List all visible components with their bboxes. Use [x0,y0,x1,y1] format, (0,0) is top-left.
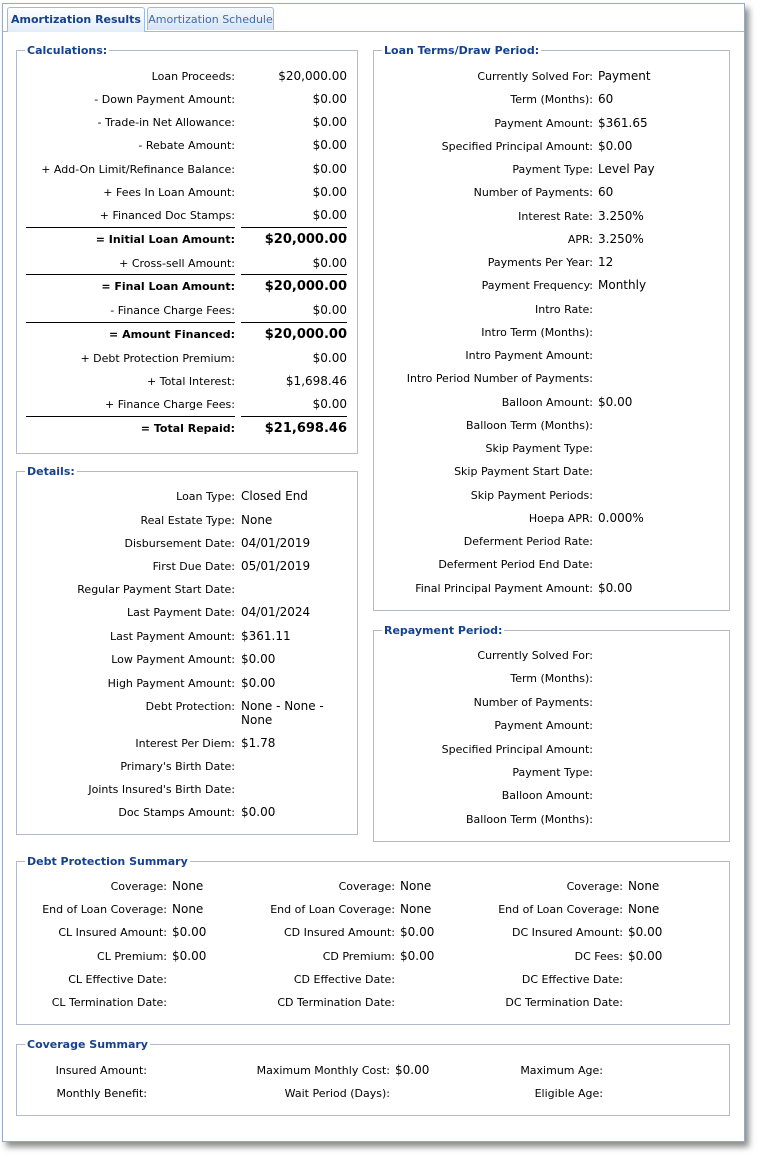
calc-label: = Final Loan Amount: [101,280,235,293]
calc-label: + Debt Protection Premium: [80,352,235,365]
details-value-continued: None [241,713,273,727]
loan-terms-value: $0.00 [598,138,633,153]
loan-terms-label: Intro Term (Months): [481,325,593,339]
calc-label: - Trade-in Net Allowance: [97,116,235,129]
debt-protection-label: CL Termination Date: [51,996,167,1009]
tab-bar [3,4,744,32]
debt-protection-value: $0.00 [628,948,663,963]
details-value: None [241,513,273,527]
repayment-label: Number of Payments: [473,695,593,709]
amortization-window [2,3,745,1142]
debt-protection-label: End of Loan Coverage: [270,903,395,917]
details-value: 04/01/2019 [241,536,311,550]
coverage-summary-panel [16,1038,730,1116]
debt-protection-value: None [172,879,204,893]
loan-terms-label: Payment Type: [512,163,593,176]
calc-value: $0.00 [312,162,347,176]
debt-protection-label: CD Effective Date: [293,972,395,986]
calc-value: $20,000.00 [278,69,347,83]
calc-divider [241,416,347,417]
calc-value: $1,698.46 [285,374,347,388]
calc-divider [241,227,347,228]
calc-label: - Down Payment Amount: [94,93,235,106]
details-label: Real Estate Type: [140,514,235,527]
debt-protection-label: Coverage: [110,880,167,893]
loan-terms-value: 0.000% [598,510,644,525]
debt-protection-label: CL Premium: [97,949,167,963]
loan-terms-label: Term (Months): [510,93,593,107]
calc-label: + Fees In Loan Amount: [103,186,235,199]
coverage-summary-value: $0.00 [395,1063,430,1077]
loan-terms-value: 60 [598,185,614,200]
details-value: $0.00 [241,652,276,666]
debt-protection-value: None [628,879,660,893]
loan-terms-label: Interest Rate: [518,209,593,223]
debt-protection-value: None [400,902,432,917]
calc-label: + Financed Doc Stamps: [99,209,235,222]
details-label: Loan Type: [176,490,235,503]
debt-protection-value: None [628,902,660,917]
debt-protection-label: Coverage: [566,880,623,893]
calc-value: $20,000.00 [264,232,347,247]
loan-terms-label: Payments Per Year: [487,256,593,269]
details-value: $0.00 [241,676,276,690]
debt-protection-label: End of Loan Coverage: [42,903,167,917]
loan-terms-label: Payment Frequency: [481,279,593,293]
details-label: Low Payment Amount: [111,653,235,666]
loan-terms-value: $0.00 [598,394,633,409]
calc-label: + Cross-sell Amount: [119,257,235,270]
repayment-label: Payment Amount: [494,719,593,733]
details-label: First Due Date: [152,560,235,573]
calc-value: $20,000.00 [264,279,347,294]
debt-protection-label: CD Insured Amount: [283,926,395,940]
calc-label: + Add-On Limit/Refinance Balance: [41,163,235,176]
details-value: None - None - [241,699,324,713]
details-value: 04/01/2024 [241,605,311,619]
calculations-title: Calculations: [27,44,108,57]
details-value: $0.00 [241,805,276,819]
loan-terms-label: Intro Period Number of Payments: [406,372,593,386]
coverage-summary-label: Insured Amount: [55,1064,147,1077]
debt-protection-value: $0.00 [400,925,435,940]
loan-terms-label: Balloon Term (Months): [466,418,593,432]
debt-protection-label: DC Fees: [574,949,623,963]
details-value: Closed End [241,489,308,503]
repayment-label: Balloon Amount: [501,789,593,803]
debt-protection-value: $0.00 [628,925,663,940]
loan-terms-label: Number of Payments: [473,186,593,200]
details-label: High Payment Amount: [107,677,235,690]
loan-terms-label: Deferment Period Rate: [463,535,593,548]
coverage-summary-label: Maximum Monthly Cost: [256,1064,390,1077]
details-label: Joints Insured's Birth Date: [88,783,235,796]
debt-protection-label: CL Effective Date: [68,972,167,986]
debt-protection-title: Debt Protection Summary [27,855,188,868]
coverage-summary-title: Coverage Summary [27,1038,148,1051]
loan-terms-label: Payment Amount: [494,116,593,130]
calc-label: - Rebate Amount: [138,139,235,152]
loan-terms-label: Skip Payment Type: [485,442,593,455]
loan-terms-value: Monthly [598,278,647,293]
calc-divider [241,274,347,275]
details-value: 05/01/2019 [241,559,311,573]
calc-label: + Total Interest: [147,375,235,388]
coverage-summary-label: Maximum Age: [520,1064,603,1077]
debt-protection-label: DC Effective Date: [521,972,623,986]
calc-label: = Total Repaid: [140,422,235,435]
debt-protection-value: None [400,879,432,893]
loan-terms-label: APR: [567,232,593,246]
loan-terms-label: Skip Payment Periods: [470,488,593,502]
calc-value: $21,698.46 [264,421,347,436]
calc-value: $0.00 [312,351,347,365]
debt-protection-value: $0.00 [172,948,207,963]
calc-value: $0.00 [312,185,347,199]
details-label: Primary's Birth Date: [120,760,235,773]
calc-label: Loan Proceeds: [151,70,235,83]
calc-value: $0.00 [312,115,347,129]
calc-divider [26,322,235,323]
calc-divider [26,416,235,417]
repayment-label: Payment Type: [512,766,593,779]
repayment-label: Balloon Term (Months): [466,812,593,826]
calc-value: $0.00 [312,92,347,106]
coverage-summary-label: Eligible Age: [534,1087,603,1100]
loan-terms-label: Hoepa APR: [528,511,593,525]
loan-terms-value: 3.250% [598,208,644,223]
debt-protection-value: $0.00 [172,925,207,940]
calc-value: $0.00 [312,256,347,270]
debt-protection-label: CL Insured Amount: [58,926,167,940]
details-value: $361.11 [241,629,291,643]
details-label: Regular Payment Start Date: [77,583,235,596]
calc-value: $0.00 [312,208,347,222]
loan-terms-value: 60 [598,92,614,107]
calc-divider [26,274,235,275]
debt-protection-label: DC Termination Date: [505,996,623,1009]
calc-divider [241,322,347,323]
loan-terms-label: Intro Rate: [535,302,593,316]
details-label: Doc Stamps Amount: [118,806,235,819]
details-label: Last Payment Date: [126,606,235,619]
calc-label: - Finance Charge Fees: [110,304,235,317]
calc-value: $20,000.00 [264,327,347,342]
details-label: Disbursement Date: [124,537,235,550]
loan-terms-label: Intro Payment Amount: [465,349,593,362]
details-title: Details: [27,465,75,478]
details-label: Last Payment Amount: [110,630,235,643]
debt-protection-label: DC Insured Amount: [511,926,623,940]
calc-label: = Amount Financed: [109,328,235,341]
tab-amortization-results[interactable]: Amortization Results [7,7,145,32]
debt-protection-label: Coverage: [338,880,395,893]
calc-label: + Finance Charge Fees: [105,398,235,411]
coverage-summary-label: Wait Period (Days): [284,1087,390,1100]
debt-protection-label: End of Loan Coverage: [498,903,623,917]
loan-terms-label: Currently Solved For: [477,70,593,83]
loan-terms-label: Skip Payment Start Date: [454,465,593,479]
tab-amortization-schedule[interactable]: Amortization Schedule [147,7,274,30]
loan-terms-value: 3.250% [598,231,644,246]
loan-terms-label: Final Principal Payment Amount: [415,581,593,595]
calc-label: = Initial Loan Amount: [95,233,235,246]
loan-terms-label: Balloon Amount: [501,395,593,409]
loan-terms-value: Level Pay [598,162,655,176]
repayment-label: Specified Principal Amount: [441,742,593,756]
calc-value: $0.00 [312,397,347,411]
repayment-label: Currently Solved For: [477,649,593,662]
debt-protection-label: CD Termination Date: [277,996,395,1009]
loan-terms-value: $361.65 [598,115,648,130]
calc-divider [26,227,235,228]
details-value: $1.78 [241,736,276,750]
loan-terms-value: $0.00 [598,580,633,595]
repayment-title: Repayment Period: [384,624,503,637]
details-label: Interest Per Diem: [135,737,235,750]
debt-protection-label: CD Premium: [322,949,395,963]
loan-terms-label: Specified Principal Amount: [441,139,593,153]
details-label: Debt Protection: [145,700,235,713]
debt-protection-value: $0.00 [400,948,435,963]
loan-terms-value: 12 [598,255,614,269]
loan-terms-label: Deferment Period End Date: [438,558,593,572]
calc-value: $0.00 [312,303,347,317]
calc-value: $0.00 [312,138,347,152]
debt-protection-value: None [172,902,204,917]
coverage-summary-label: Monthly Benefit: [56,1087,147,1100]
loan-terms-title: Loan Terms/Draw Period: [384,44,540,57]
repayment-label: Term (Months): [510,672,593,686]
loan-terms-value: Payment [598,69,651,83]
